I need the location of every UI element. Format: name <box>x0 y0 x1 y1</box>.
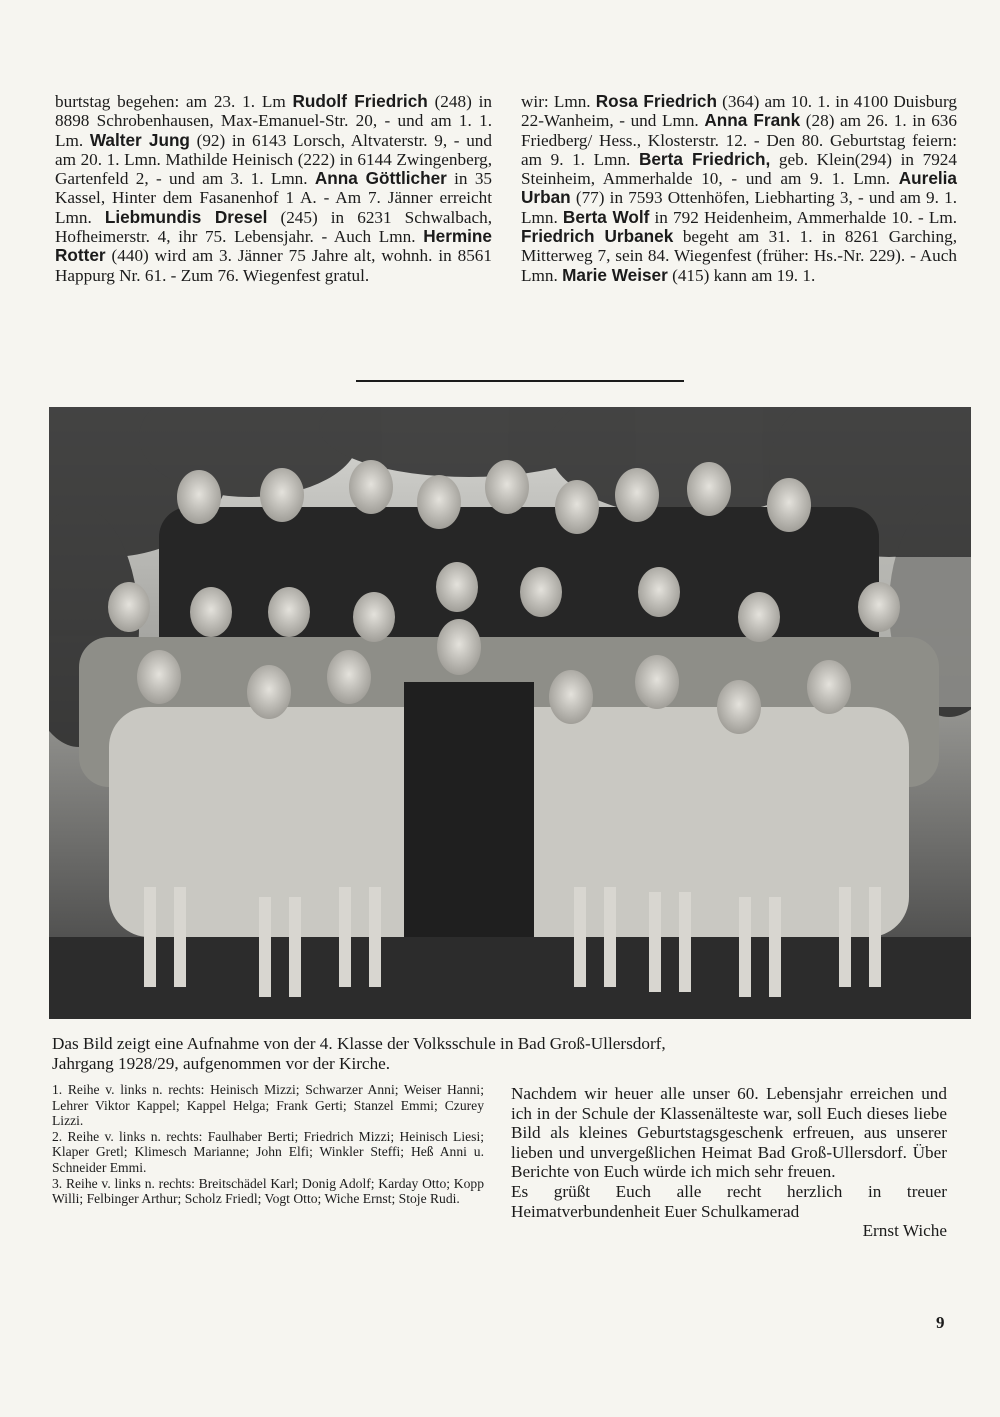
closing-signature: Ernst Wiche <box>862 1221 947 1241</box>
row-2-names: 2. Reihe v. links n. rechts: Faulhaber Berti; Friedrich Mizzi; Heinisch Liesi; Klaper Gretl; Klimesch Marianne; John Elfi; Winkler Steffi; Heß Anni u. Schneider Emmi. <box>52 1128 484 1175</box>
closing-note <box>511 1084 947 1241</box>
photo-caption <box>52 1034 957 1073</box>
article-left-text <box>55 92 492 285</box>
text-run: in 35 Kassel, Hinter dem Fasanenhof 1 A. - Am 7. Jänner erreicht Lmn. <box>55 169 493 227</box>
person-name: Aurelia Urban <box>521 168 957 208</box>
text-run: (92) in 6143 Lorsch, Altvaterstr. 9, - und am 20. 1. Lmn. Mathilde Heinisch (222) in 6144 Zwingenberg, Gartenfeld 2, - und am 3. 1. Lmn. <box>55 130 492 189</box>
row-3-names: 3. Reihe v. links n. rechts: Breitschädel Karl; Donig Adolf; Karday Otto; Kopp Willi; Felbinger Arthur; Scholz Friedl; Vogt Otto; Wiche Ernst; Stoje Rudi. <box>52 1175 484 1207</box>
person-name: Anna Frank <box>704 110 801 131</box>
text-run: in 792 Heidenheim, Ammerhalde 10. - Lm. <box>649 207 957 227</box>
class-photo <box>49 407 971 1019</box>
person-name: Berta Wolf <box>562 206 650 227</box>
person-name: Anna Göttlicher <box>314 168 447 189</box>
text-run: (28) am 26. 1. in 636 Friedberg/ Hess., Klosterstr. 12. - Den 80. Geburtstag feiern: am 9. 1. Lmn. <box>521 111 957 169</box>
class-photo-image <box>49 407 971 1019</box>
person-name: Walter Jung <box>89 129 190 150</box>
text-run: (364) am 10. 1. in 4100 Duisburg 22-Wanheim, - und Lmn. <box>521 92 957 131</box>
text-run: (415) kann am 19. 1. <box>667 265 816 285</box>
person-name: Rosa Friedrich <box>595 91 717 111</box>
person-name: Marie Weiser <box>562 264 668 285</box>
text-run: (245) in 6231 Schwalbach, Hofheimerstr. 4, ihr 75. Lebensjahr. - Auch Lmn. <box>55 207 493 247</box>
text-run: (440) wird am 3. Jänner 75 Jahre alt, wohnh. in 8561 Happurg Nr. 61. - Zum 76. Wiegenfest gratul. <box>55 246 492 285</box>
person-name: Berta Friedrich, <box>638 148 771 169</box>
closing-paragraph: Nachdem wir heuer alle unser 60. Lebensjahr erreichen und ich in der Schule der Klassenälteste war, soll Euch dieses liebe Bild als kleines Geburtstagsgeschenk erfreuen, aus unserer lieben und unvergeßlichen Heimat Bad Groß-Ullersdorf. Über Berichte von Euch würde ich mich sehr freuen. <box>511 1084 947 1182</box>
person-name: Hermine Rotter <box>55 226 492 266</box>
photo-caption-line2: Jahrgang 1928/29, aufgenommen vor der Kirche. <box>52 1053 391 1073</box>
page-number: 9 <box>936 1313 945 1332</box>
text-run: (77) in 7593 Ottenhöfen, Liebharting 3, - und am 9. 1. Lmn. <box>521 188 957 227</box>
closing-greeting: Es grüßt Euch alle recht herzlich in treuer Heimatverbundenheit Euer Schulkamerad <box>511 1181 947 1221</box>
text-run: (248) in 8898 Schrobenhausen, Max-Emanuel-Str. 20, - und am 1. 1. Lm. <box>55 92 492 150</box>
row-names <box>52 1082 484 1207</box>
text-run: burtstag begehen: am 23. 1. Lm <box>55 92 293 111</box>
photo-caption-line1: Das Bild zeigt eine Aufnahme von der 4. Klasse der Volksschule in Bad Groß-Ullersdorf, <box>52 1034 666 1053</box>
person-name: Rudolf Friedrich <box>292 91 428 111</box>
section-divider <box>356 380 684 382</box>
article-right-column <box>521 92 957 285</box>
row-1-names: 1. Reihe v. links n. rechts: Heinisch Mizzi; Schwarzer Anni; Weiser Hanni; Lehrer Viktor Kappel; Kappel Helga; Frank Gerti; Stanzel Emmi; Czurey Lizzi. <box>52 1082 484 1129</box>
person-name: Liebmundis Dresel <box>104 206 268 227</box>
article-left-column <box>55 92 492 285</box>
text-run: geb. Klein(294) in 7924 Steinheim, Ammerhalde 10, - und am 9. 1. Lmn. <box>521 149 957 189</box>
text-run: begeht am 31. 1. in 8261 Garching, Mitterweg 7, sein 84. Wiegenfest (früher: Hs.-Nr. 229). - Auch Lmn. <box>521 227 958 285</box>
text-run: wir: Lmn. <box>521 92 596 111</box>
article-right-text <box>521 92 957 285</box>
person-name: Friedrich Urbanek <box>521 226 674 247</box>
